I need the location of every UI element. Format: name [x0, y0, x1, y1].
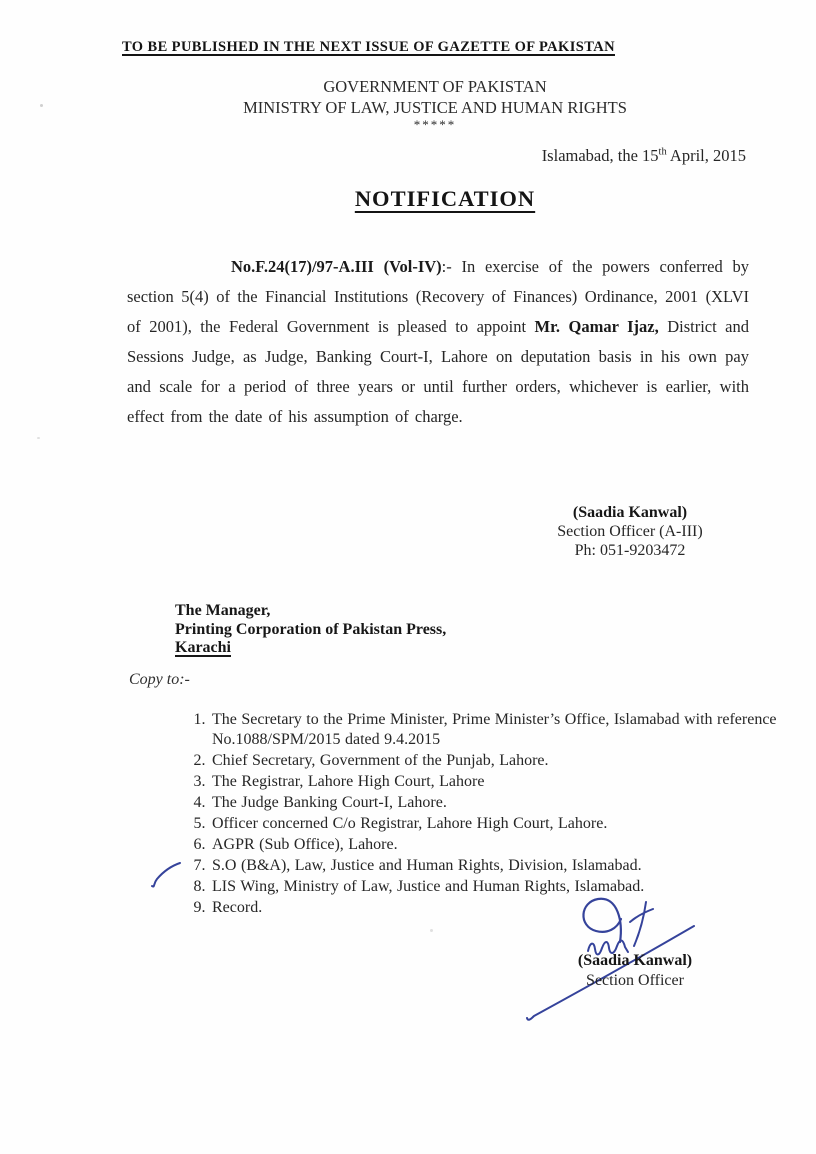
copy-list-item: 4. The Judge Banking Court-I, Lahore. — [210, 793, 794, 813]
signatory-block-bottom — [518, 951, 752, 991]
date-suffix: April, 2015 — [666, 146, 746, 165]
date-prefix: Islamabad, the 15 — [541, 146, 659, 165]
copy-list-item: 1. The Secretary to the Prime Minister, Prime Minister’s Office, Islamabad with reference No.1088/SPM/2015 dated 9.4.2015 — [210, 710, 794, 750]
pen-tick-stroke — [152, 863, 180, 887]
signatory-top-phone: Ph: 051-9203472 — [574, 542, 686, 559]
signatory-top-name: (Saadia Kanwal) — [572, 504, 688, 521]
copy-list — [180, 710, 794, 919]
copy-list-item: 7. S.O (B&A), Law, Justice and Human Rights, Division, Islamabad. — [210, 856, 794, 876]
signatory-block-top — [488, 503, 772, 560]
reference-number: No.F.24(17)/97-A.III (Vol-IV) — [231, 257, 442, 276]
copy-to-label: Copy to:- — [129, 671, 190, 688]
copy-list-item: 2. Chief Secretary, Government of the Punjab, Lahore. — [210, 751, 794, 771]
copy-list-item: 3. The Registrar, Lahore High Court, Lahore — [210, 772, 794, 792]
body-text-1: :- In exercise of the powers conferred by section 5(4) of the Financial Institutions (Recovery of Finances) Ordinance, 2001 (XLVI of 2001), the Federal Government is pleased to appoint — [127, 257, 749, 336]
signatory-top-designation: Section Officer (A-III) — [557, 523, 703, 540]
copy-list-item: 8. LIS Wing, Ministry of Law, Justice and Human Rights, Islamabad. — [210, 877, 794, 897]
ordinal-superscript: th — [658, 146, 667, 158]
body-text-2: District and Sessions Judge, as Judge, Banking Court-I, Lahore on deputation basis in his own pay and scale for a period of three years or until further orders, whichever is earlier, with effect from the date of his assumption of charge. — [127, 317, 749, 426]
addressee-city: Karachi — [175, 639, 231, 656]
notification-body — [127, 252, 749, 432]
copy-list-item: 9. Record. — [210, 898, 794, 918]
signatory-bottom-designation: Section Officer — [586, 972, 684, 989]
addressee-line-1: The Manager, — [175, 602, 271, 619]
scan-speck — [37, 437, 40, 439]
scan-speck — [40, 104, 43, 107]
notification-title — [55, 186, 816, 212]
ministry-title: MINISTRY OF LAW, JUSTICE AND HUMAN RIGHTS — [243, 98, 627, 117]
stars-separator: ***** — [413, 117, 457, 132]
letterhead — [55, 76, 815, 132]
scan-speck — [430, 929, 433, 932]
signatory-bottom-name: (Saadia Kanwal) — [577, 952, 693, 969]
publish-notice: TO BE PUBLISHED IN THE NEXT ISSUE OF GAZETTE OF PAKISTAN — [122, 39, 615, 55]
addressee-block — [175, 602, 446, 658]
addressee-line-2: Printing Corporation of Pakistan Press, — [175, 620, 447, 638]
copy-list-item: 5. Officer concerned C/o Registrar, Lahore High Court, Lahore. — [210, 814, 794, 834]
government-title: GOVERNMENT OF PAKISTAN — [323, 77, 547, 96]
date-line — [542, 146, 746, 166]
copy-list-item: 6. AGPR (Sub Office), Lahore. — [210, 835, 794, 855]
appointee-name: Mr. Qamar Ijaz, — [534, 317, 659, 336]
notification-title-text: NOTIFICATION — [354, 186, 536, 211]
